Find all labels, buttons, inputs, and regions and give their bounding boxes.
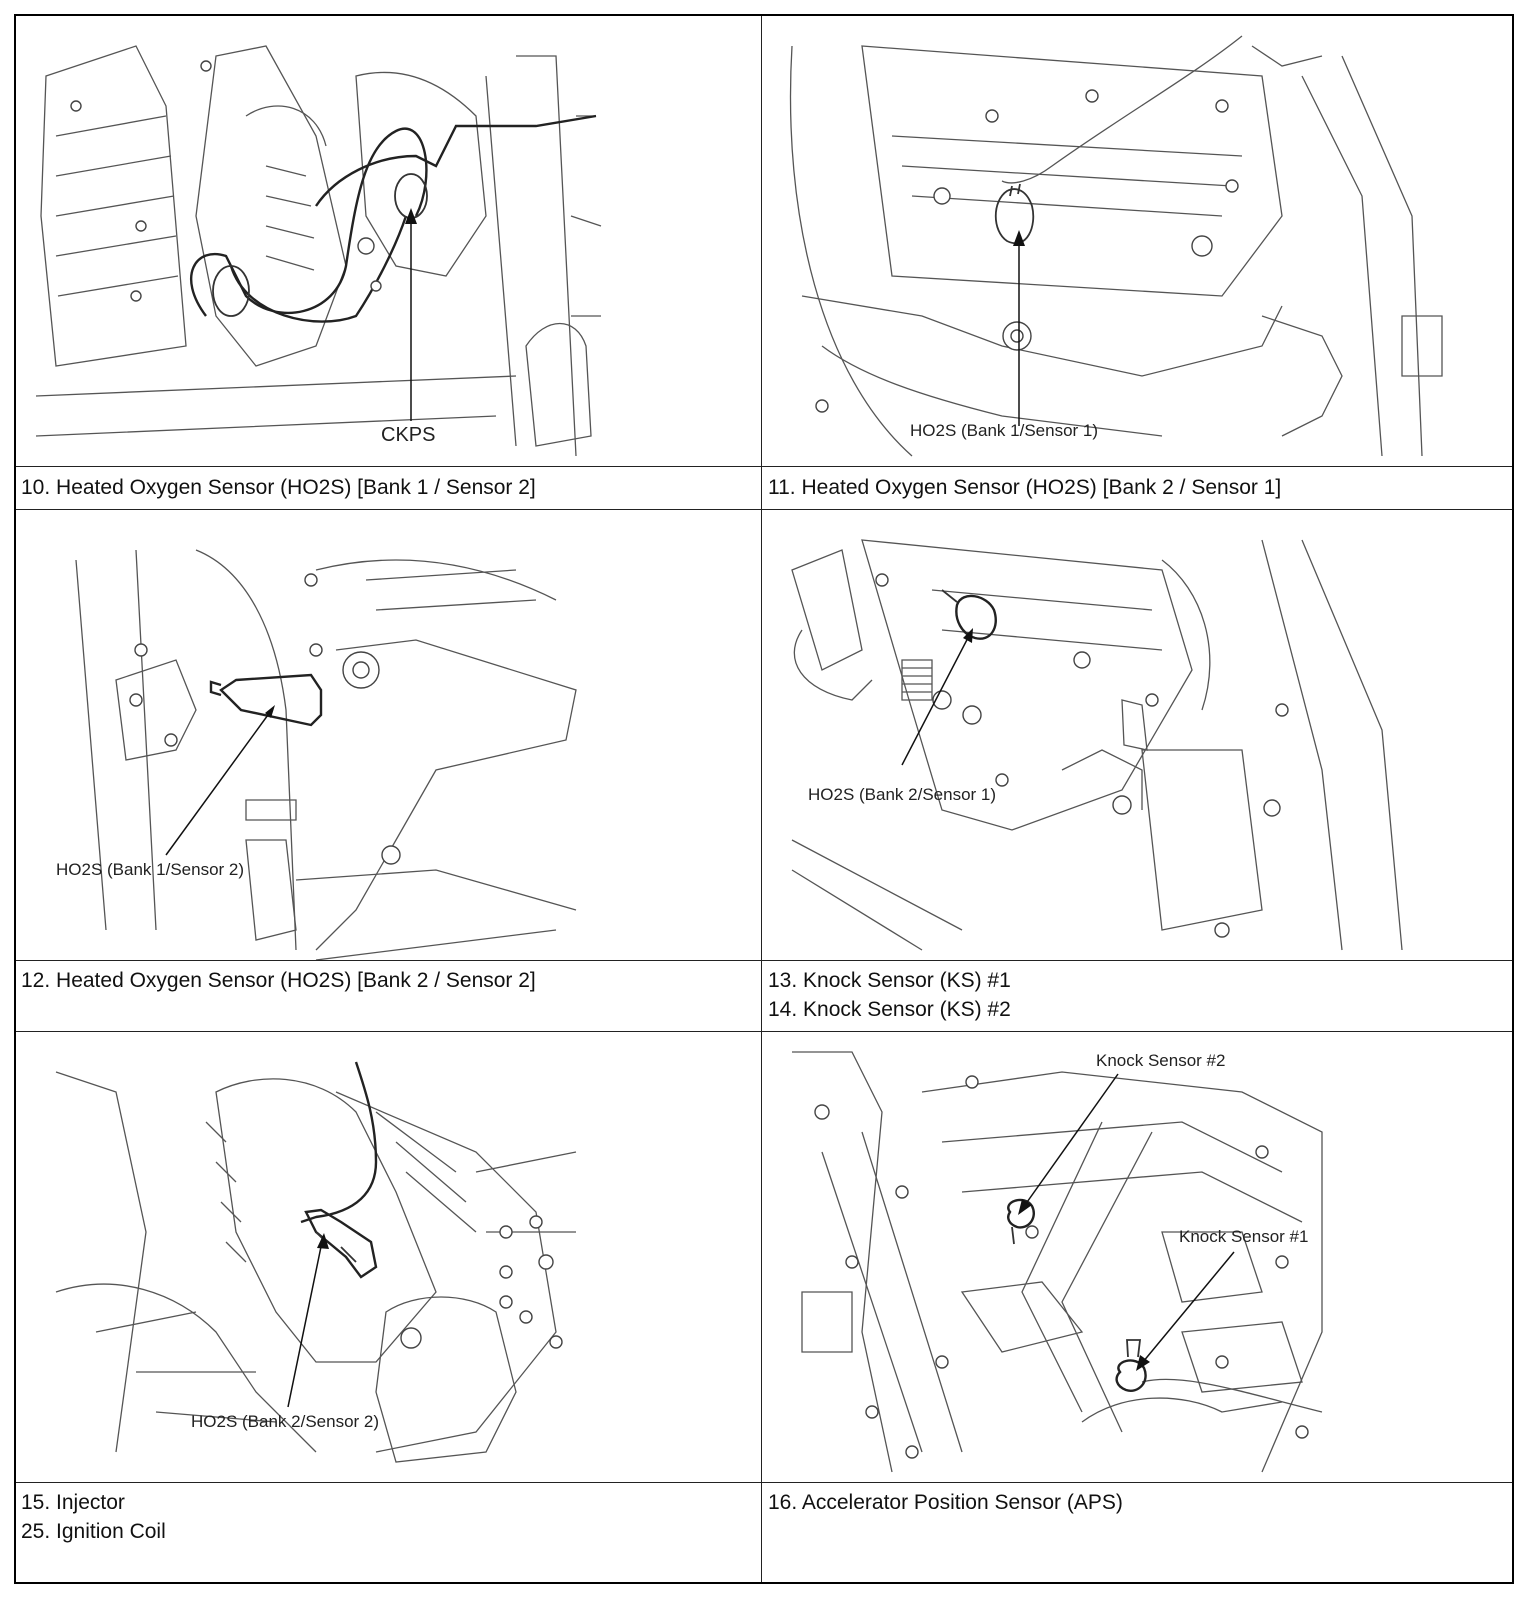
engine-drawing-ho2s-b1s1 [762, 16, 1516, 466]
caption-line: 15. Injector [21, 1491, 125, 1514]
engine-drawing-ckps [16, 16, 761, 466]
row-divider [16, 466, 1512, 467]
caption-line: 13. Knock Sensor (KS) #1 [768, 969, 1011, 992]
figure-ckps [16, 16, 761, 466]
knock-sensor-2-label: Knock Sensor #2 [1096, 1051, 1226, 1070]
caption-row2-left [21, 966, 536, 995]
engine-drawing-ho2s-b2s1 [762, 510, 1516, 960]
figure-ho2s-bank2-sensor1 [762, 510, 1516, 960]
figure-ho2s-bank1-sensor2 [16, 510, 761, 960]
caption-line: 25. Ignition Coil [21, 1520, 166, 1543]
ho2s-b2s2-label: HO2S (Bank 2/Sensor 2) [191, 1412, 380, 1431]
caption-line: 11. Heated Oxygen Sensor (HO2S) [Bank 2 / Sensor 1] [768, 476, 1282, 499]
caption-row3-right [768, 1488, 1123, 1517]
caption-row3-left [21, 1488, 166, 1546]
figure-ho2s-bank2-sensor2 [16, 1032, 761, 1482]
ho2s-b1s1-label: HO2S (Bank 1/Sensor 1) [910, 421, 1099, 440]
ho2s-b1s2-label: HO2S (Bank 1/Sensor 2) [56, 860, 245, 879]
caption-row2-right [768, 966, 1011, 1024]
diagram-sheet [14, 14, 1514, 1584]
engine-drawing-ho2s-b2s2 [16, 1032, 761, 1482]
figure-knock-sensors [762, 1032, 1516, 1482]
figure-ho2s-bank1-sensor1 [762, 16, 1516, 466]
ho2s-b2s1-label: HO2S (Bank 2/Sensor 1) [808, 785, 997, 804]
knock-sensor-1-label: Knock Sensor #1 [1179, 1227, 1309, 1246]
row-divider [16, 960, 1512, 961]
row-divider [16, 1482, 1512, 1483]
engine-drawing-ho2s-b1s2 [16, 510, 761, 960]
caption-line: 10. Heated Oxygen Sensor (HO2S) [Bank 1 / Sensor 2] [21, 476, 536, 499]
caption-line: 14. Knock Sensor (KS) #2 [768, 998, 1011, 1021]
caption-line: 16. Accelerator Position Sensor (APS) [768, 1491, 1123, 1514]
caption-row1-left [21, 473, 536, 502]
caption-line: 12. Heated Oxygen Sensor (HO2S) [Bank 2 / Sensor 2] [21, 969, 536, 992]
engine-drawing-knock-sensors [762, 1032, 1516, 1482]
ckps-label: CKPS [381, 424, 436, 446]
caption-row1-right [768, 473, 1281, 502]
